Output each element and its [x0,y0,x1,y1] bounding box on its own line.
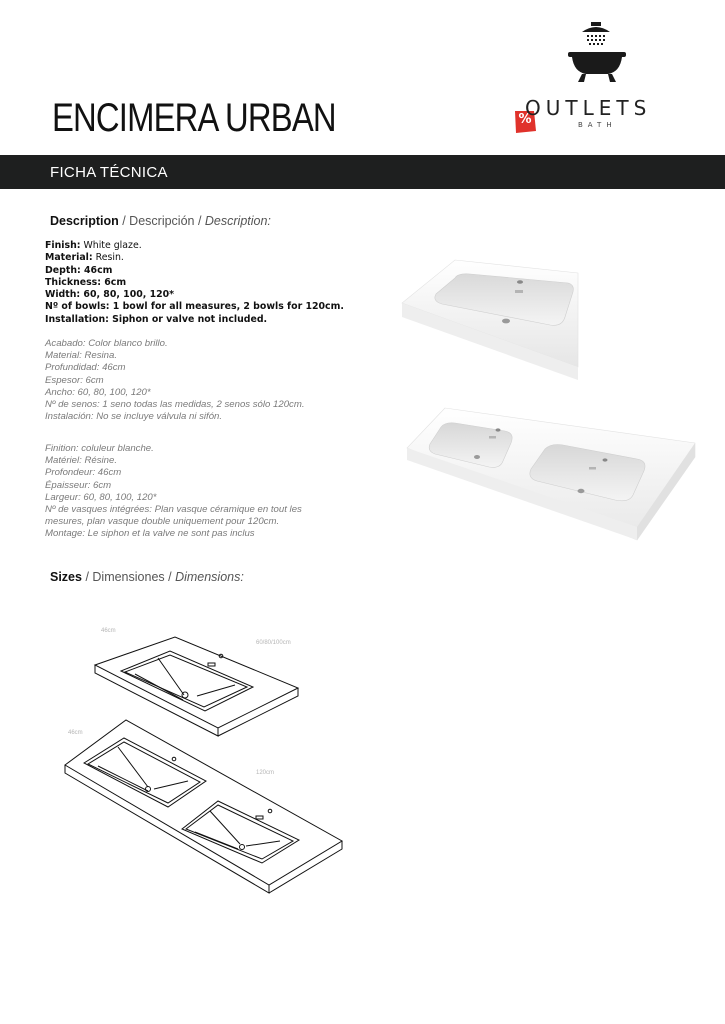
spec-line: Largeur: 60, 80, 100, 120* [45,491,157,503]
spec-line: Profondeur: 46cm [45,467,122,479]
single-basin-photo [400,255,710,385]
spec-line: Width: 60, 80, 100, 120* [45,289,175,301]
spec-line: Matériel: Résine. [45,455,117,467]
spec-line: Montage: Le siphon et la valve ne sont pas inclus [45,528,255,540]
spec-line: Instalación: No se incluye válvula ni sifón. [45,411,223,423]
spec-line: Finish: White glaze. [45,240,142,251]
spanish-spec-list [45,338,375,423]
french-spec-list [45,443,375,541]
spec-line: Acabado: Color blanco brillo. [45,338,168,349]
logo-subtext: BATH [578,121,617,129]
double-basin-diagram [58,715,353,895]
double-depth-label: 46cm [68,730,83,736]
spec-line: Espesor: 6cm [45,374,104,386]
spec-line: Installation: Siphon or valve not included. [45,313,268,325]
description-heading: Description / Descripción / Description: [50,214,271,228]
page-title: ENCIMERA URBAN [52,96,336,140]
spec-line: Nº de senos: 1 seno todas las medidas, 2 senos sólo 120cm. [45,399,305,411]
badge-label: % [518,112,532,127]
single-width-label: 60/80/100cm [256,640,291,646]
sizes-heading: Sizes / Dimensiones / Dimensions: [50,570,244,584]
spec-line: Ancho: 60, 80, 100, 120* [45,386,151,398]
spec-line: Épaisseur: 6cm [45,479,112,491]
single-depth-label: 46cm [101,628,116,634]
spec-line: Depth: 46cm [45,264,113,276]
spec-line: Nº de vasques intégrées: Plan vasque céramique en tout les [45,504,302,516]
spec-line: Material: Resina. [45,350,117,362]
english-spec-list [45,240,375,326]
logo-text: OUTLETS [525,96,652,120]
spec-line: Nº of bowls: 1 bowl for all measures, 2 bowls for 120cm. [45,301,344,313]
spec-line: Profundidad: 46cm [45,362,126,374]
spec-line: Thickness: 6cm [45,276,127,288]
double-width-label: 120cm [256,770,275,776]
section-bar-label: FICHA TÉCNICA [50,164,168,181]
spec-line: mesures, plan vasque double uniquement pour 120cm. [45,516,280,528]
spec-line: Finition: coluleur blanche. [45,443,154,454]
spec-line: Material: Resin. [45,252,124,264]
double-basin-photo [405,405,710,545]
bathtub-shower-icon [562,20,632,84]
section-bar [0,155,725,189]
